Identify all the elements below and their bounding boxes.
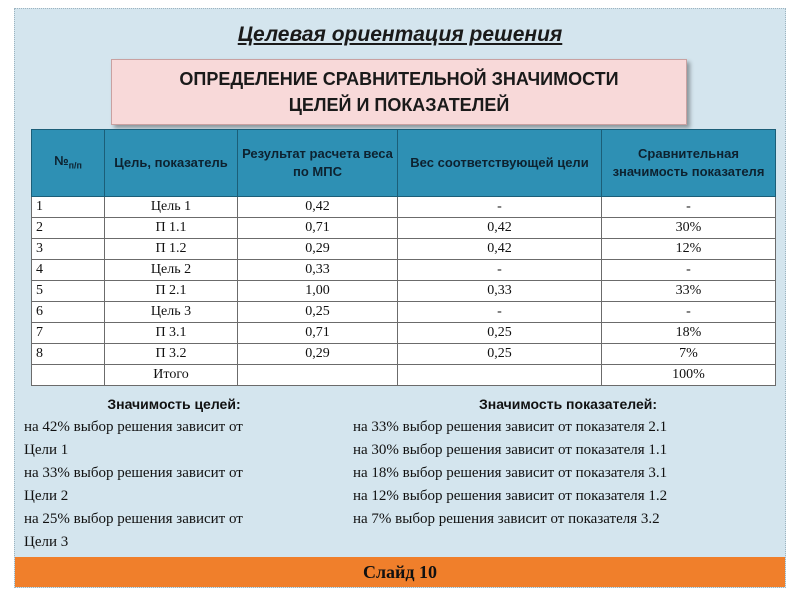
table-cell: - [398,260,602,281]
subtitle-line-1: ОПРЕДЕЛЕНИЕ СРАВНИТЕЛЬНОЙ ЗНАЧИМОСТИ [179,69,619,89]
table-row [32,344,776,365]
slide-number: Слайд 10 [362,561,438,582]
table-cell: 1 [32,197,105,218]
table-cell: Цель 3 [105,302,238,323]
slide-title [15,23,785,47]
table-cell: Цель 2 [105,260,238,281]
table-cell: - [602,197,776,218]
goals-line: на 25% выбор решения зависит от [24,511,243,527]
table-cell: 6 [32,302,105,323]
table-cell [238,365,398,386]
table-row [32,281,776,302]
table-row [32,197,776,218]
table-cell: 0,25 [398,323,602,344]
table-cell: П 3.1 [105,323,238,344]
table-cell: 2 [32,218,105,239]
table-body [32,197,776,386]
table-cell [32,365,105,386]
table-row [32,323,776,344]
header-num: $№_{п/п}$ [32,130,105,197]
table-row [32,239,776,260]
indicators-significance-heading: Значимость показателей: [478,396,657,412]
table-cell: 7 [32,323,105,344]
table-cell: П 2.1 [105,281,238,302]
table-cell: П 1.1 [105,218,238,239]
table-cell: 100% [602,365,776,386]
table-cell: П 3.2 [105,344,238,365]
table-cell: 0,25 [398,344,602,365]
table-header-row [32,130,776,197]
table-cell: 0,25 [238,302,398,323]
subtitle-line-2: ЦЕЛЕЙ И ПОКАЗАТЕЛЕЙ [288,95,510,115]
table-cell: 12% [602,239,776,260]
table-cell: - [398,302,602,323]
slide-title-text: Целевая ориентация решения [237,23,563,46]
table-cell: 7% [602,344,776,365]
table-total-row [32,365,776,386]
indicators-line: на 7% выбор решения зависит от показателя 3.2 [353,511,660,527]
indicators-line: на 18% выбор решения зависит от показателя 3.1 [353,465,668,481]
table-row [32,260,776,281]
indicators-line: на 30% выбор решения зависит от показателя 1.1 [353,442,668,458]
goals-line: Цели 2 [24,488,69,504]
table-cell: 0,71 [238,218,398,239]
indicators-line: на 12% выбор решения зависит от показателя 1.2 [353,488,668,504]
table-cell: - [602,260,776,281]
table-cell: 8 [32,344,105,365]
table-cell: 18% [602,323,776,344]
table-cell: 3 [32,239,105,260]
table-cell: 0,29 [238,239,398,260]
goals-significance [24,393,324,554]
table-cell: Итого [105,365,238,386]
table-cell: П 1.2 [105,239,238,260]
table-cell: 0,42 [398,218,602,239]
indicators-line: на 33% выбор решения зависит от показателя 2.1 [353,419,668,435]
table-cell: 1,00 [238,281,398,302]
header-goal: Цель, показатель [105,130,238,197]
table-cell: 0,42 [398,239,602,260]
goals-line: на 42% выбор решения зависит от [24,419,243,435]
header-significance: Сравнительная значимость показателя [602,130,776,197]
goals-significance-heading: Значимость целей: [107,396,241,412]
indicators-significance [353,393,783,531]
table-cell: 0,33 [238,260,398,281]
goals-line: Цели 1 [24,442,69,458]
table-cell: 0,42 [238,197,398,218]
goals-line: Цели 3 [24,534,69,550]
significance-table [31,129,776,386]
slide [14,8,786,588]
table-cell [398,365,602,386]
header-weight: Результат расчета веса по МПС [238,130,398,197]
header-goal-weight: Вес соответствующей цели [398,130,602,197]
table-cell: 33% [602,281,776,302]
table-cell: 0,33 [398,281,602,302]
table-cell: 5 [32,281,105,302]
table-cell: - [602,302,776,323]
table-row [32,218,776,239]
goals-line: на 33% выбор решения зависит от [24,465,243,481]
subtitle-box [111,59,687,125]
table-row [32,302,776,323]
table-cell: 0,71 [238,323,398,344]
table-cell: Цель 1 [105,197,238,218]
table-cell: 4 [32,260,105,281]
table-cell: 0,29 [238,344,398,365]
slide-footer [15,557,785,587]
table-cell: - [398,197,602,218]
table-cell: 30% [602,218,776,239]
